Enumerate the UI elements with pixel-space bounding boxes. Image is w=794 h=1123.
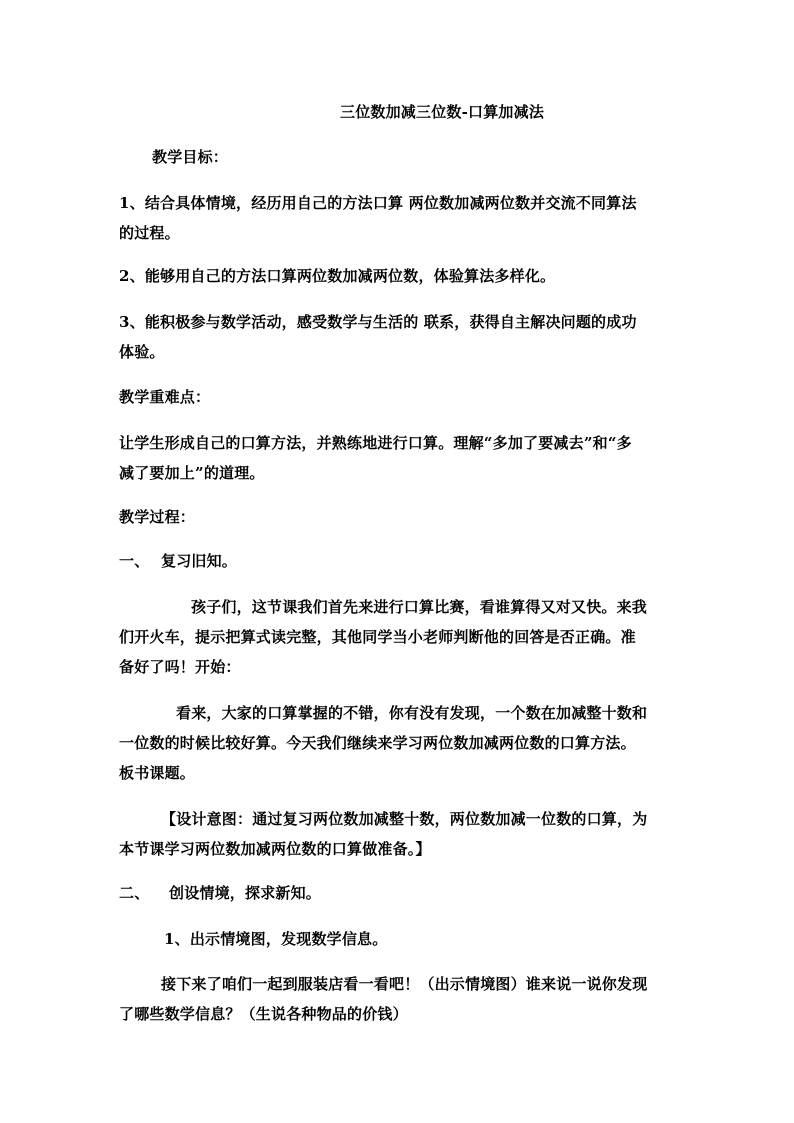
- goal-3-line-1: 3、能积极参与数学活动，感受数学与生活的 联系，获得自主解决问题的成功: [119, 313, 637, 331]
- goal-1-line-1: 1、结合具体情境，经历用自己的方法口算 两位数加减两位数并交流不同算法: [119, 194, 637, 212]
- section-1-para-2-line-2: 一位数的时候比较好算。今天我们继续来学习两位数加减两位数的口算方法。: [119, 734, 636, 752]
- keypoints-heading: 教学重难点：: [119, 388, 211, 406]
- section-2-para-1-line-1: 接下来了咱们一起到服装店看一看吧！（出示情境图）谁来说一说你发现: [161, 975, 648, 993]
- page-title: 三位数加减三位数-口算加减法: [340, 103, 545, 121]
- keypoints-line-1: 让学生形成自己的口算方法，并熟练地进行口算。理解“多加了要减去”和“多: [119, 434, 632, 452]
- section-2-sub-1: 1、出示情境图，发现数学信息。: [164, 930, 388, 948]
- section-2-title: 创设情境，探求新知。: [169, 884, 322, 902]
- section-1-title: 复习旧知。: [161, 552, 238, 570]
- section-1-para-2-line-1: 看来，大家的口算掌握的不错，你有没有发现，一个数在加减整十数和: [176, 704, 648, 722]
- section-1-para-1-line-3: 备好了吗！开始：: [119, 658, 241, 676]
- section-1-para-1-line-1: 孩子们，这节课我们首先来进行口算比赛，看谁算得又对又快。来我: [191, 598, 648, 616]
- section-2-number: 二、: [119, 884, 150, 902]
- section-2-para-1-line-2: 了哪些数学信息？（生说各种物品的价钱）: [119, 1005, 408, 1023]
- design-intent-line-1: 【设计意图：通过复习两位数加减整十数，两位数加减一位数的口算，为: [161, 810, 648, 828]
- section-1-number: 一、: [119, 552, 150, 570]
- process-heading: 教学过程：: [119, 508, 196, 526]
- design-intent-line-2: 本节课学习两位数加减两位数的口算做准备。】: [119, 840, 431, 858]
- goal-1-line-2: 的过程。: [119, 224, 180, 242]
- keypoints-line-2: 减了要加上”的道理。: [119, 464, 265, 482]
- section-1-para-1-line-2: 们开火车，提示把算式读完整，其他同学当小老师判断他的回答是否正确。准: [119, 628, 636, 646]
- section-1-para-2-line-3: 板书课题。: [119, 764, 196, 782]
- goal-2: 2、能够用自己的方法口算两位数加减两位数，体验算法多样化。: [119, 267, 556, 285]
- goals-heading: 教学目标：: [152, 148, 229, 166]
- goal-3-line-2: 体验。: [119, 343, 165, 361]
